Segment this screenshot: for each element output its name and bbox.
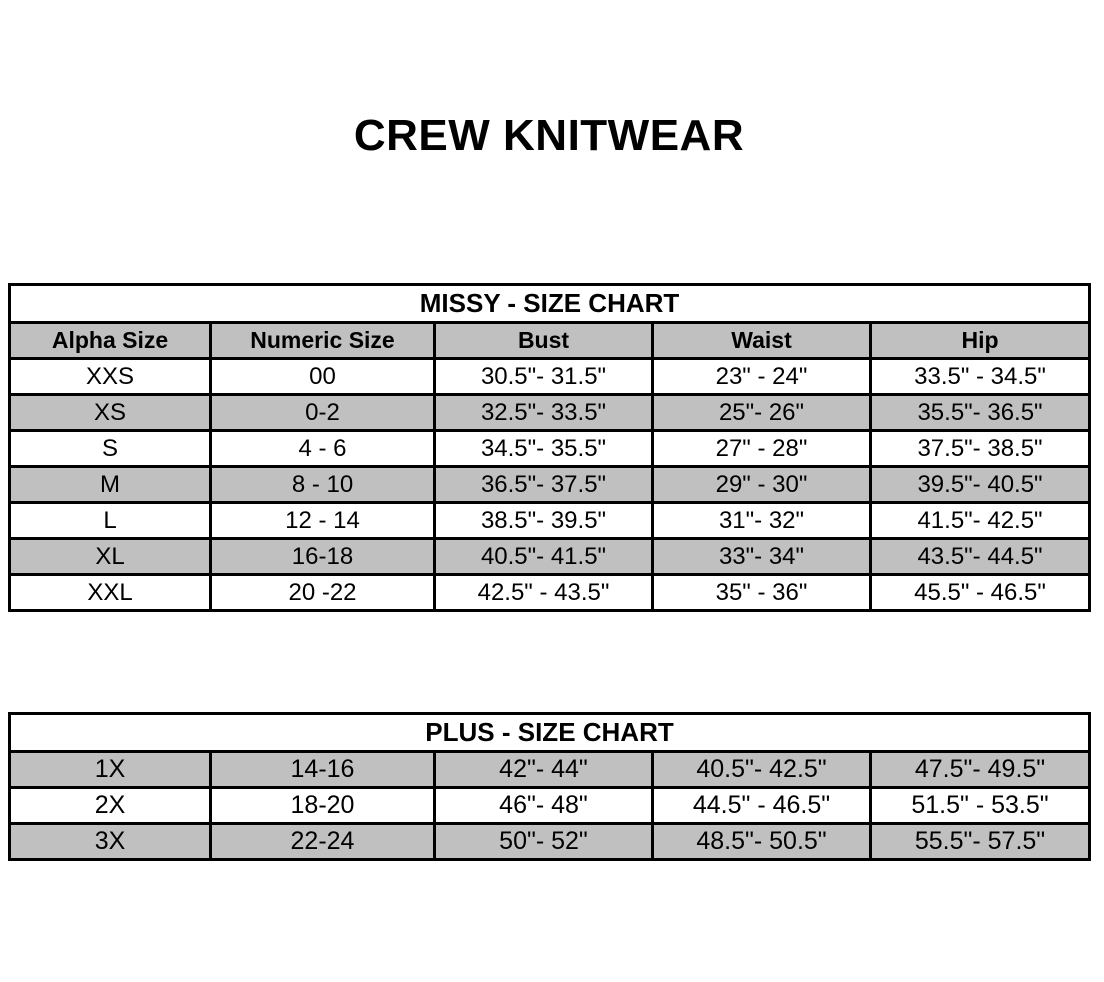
column-header-numeric-size: Numeric Size: [211, 323, 435, 359]
bust-cell: 42"- 44": [435, 752, 653, 788]
waist-cell: 29" - 30": [653, 467, 871, 503]
table-row: [10, 431, 1090, 467]
hip-cell: 51.5" - 53.5": [871, 788, 1090, 824]
missy-chart-heading: MISSY - SIZE CHART: [10, 285, 1090, 323]
hip-cell: 47.5"- 49.5": [871, 752, 1090, 788]
waist-cell: 33"- 34": [653, 539, 871, 575]
alpha-size-cell: XXS: [10, 359, 211, 395]
numeric-size-cell: 4 - 6: [211, 431, 435, 467]
alpha-size-cell: XXL: [10, 575, 211, 611]
waist-cell: 35" - 36": [653, 575, 871, 611]
numeric-size-cell: 00: [211, 359, 435, 395]
table-row: [10, 503, 1090, 539]
bust-cell: 38.5"- 39.5": [435, 503, 653, 539]
table-row: [10, 788, 1090, 824]
waist-cell: 25"- 26": [653, 395, 871, 431]
alpha-size-cell: L: [10, 503, 211, 539]
table-row: [10, 752, 1090, 788]
table-row: [10, 575, 1090, 611]
alpha-size-cell: 3X: [10, 824, 211, 860]
waist-cell: 27" - 28": [653, 431, 871, 467]
numeric-size-cell: 14-16: [211, 752, 435, 788]
table-row: [10, 539, 1090, 575]
waist-cell: 31"- 32": [653, 503, 871, 539]
column-header-bust: Bust: [435, 323, 653, 359]
numeric-size-cell: 18-20: [211, 788, 435, 824]
bust-cell: 46"- 48": [435, 788, 653, 824]
hip-cell: 41.5"- 42.5": [871, 503, 1090, 539]
page-title: CREW KNITWEAR: [353, 111, 745, 160]
alpha-size-cell: XL: [10, 539, 211, 575]
bust-cell: 36.5"- 37.5": [435, 467, 653, 503]
table-row: [10, 395, 1090, 431]
alpha-size-cell: 2X: [10, 788, 211, 824]
bust-cell: 34.5"- 35.5": [435, 431, 653, 467]
waist-cell: 23" - 24": [653, 359, 871, 395]
numeric-size-cell: 12 - 14: [211, 503, 435, 539]
numeric-size-cell: 20 -22: [211, 575, 435, 611]
bust-cell: 40.5"- 41.5": [435, 539, 653, 575]
waist-cell: 40.5"- 42.5": [653, 752, 871, 788]
hip-cell: 43.5"- 44.5": [871, 539, 1090, 575]
column-header-hip: Hip: [871, 323, 1090, 359]
numeric-size-cell: 22-24: [211, 824, 435, 860]
hip-cell: 55.5"- 57.5": [871, 824, 1090, 860]
missy-column-headers: [10, 323, 1090, 359]
numeric-size-cell: 16-18: [211, 539, 435, 575]
bust-cell: 32.5"- 33.5": [435, 395, 653, 431]
alpha-size-cell: M: [10, 467, 211, 503]
bust-cell: 42.5" - 43.5": [435, 575, 653, 611]
table-row: [10, 467, 1090, 503]
alpha-size-cell: S: [10, 431, 211, 467]
table-row: [10, 359, 1090, 395]
column-header-alpha-size: Alpha Size: [10, 323, 211, 359]
waist-cell: 48.5"- 50.5": [653, 824, 871, 860]
alpha-size-cell: 1X: [10, 752, 211, 788]
hip-cell: 39.5"- 40.5": [871, 467, 1090, 503]
bust-cell: 50"- 52": [435, 824, 653, 860]
alpha-size-cell: XS: [10, 395, 211, 431]
missy-table-body: [10, 359, 1090, 611]
column-header-waist: Waist: [653, 323, 871, 359]
hip-cell: 45.5" - 46.5": [871, 575, 1090, 611]
plus-table-body: [10, 752, 1090, 860]
numeric-size-cell: 0-2: [211, 395, 435, 431]
bust-cell: 30.5"- 31.5": [435, 359, 653, 395]
waist-cell: 44.5" - 46.5": [653, 788, 871, 824]
hip-cell: 33.5" - 34.5": [871, 359, 1090, 395]
numeric-size-cell: 8 - 10: [211, 467, 435, 503]
table-row: [10, 824, 1090, 860]
hip-cell: 35.5"- 36.5": [871, 395, 1090, 431]
plus-size-chart: [8, 712, 1091, 861]
missy-size-chart: [8, 283, 1091, 612]
hip-cell: 37.5"- 38.5": [871, 431, 1090, 467]
plus-chart-heading: PLUS - SIZE CHART: [10, 714, 1090, 752]
